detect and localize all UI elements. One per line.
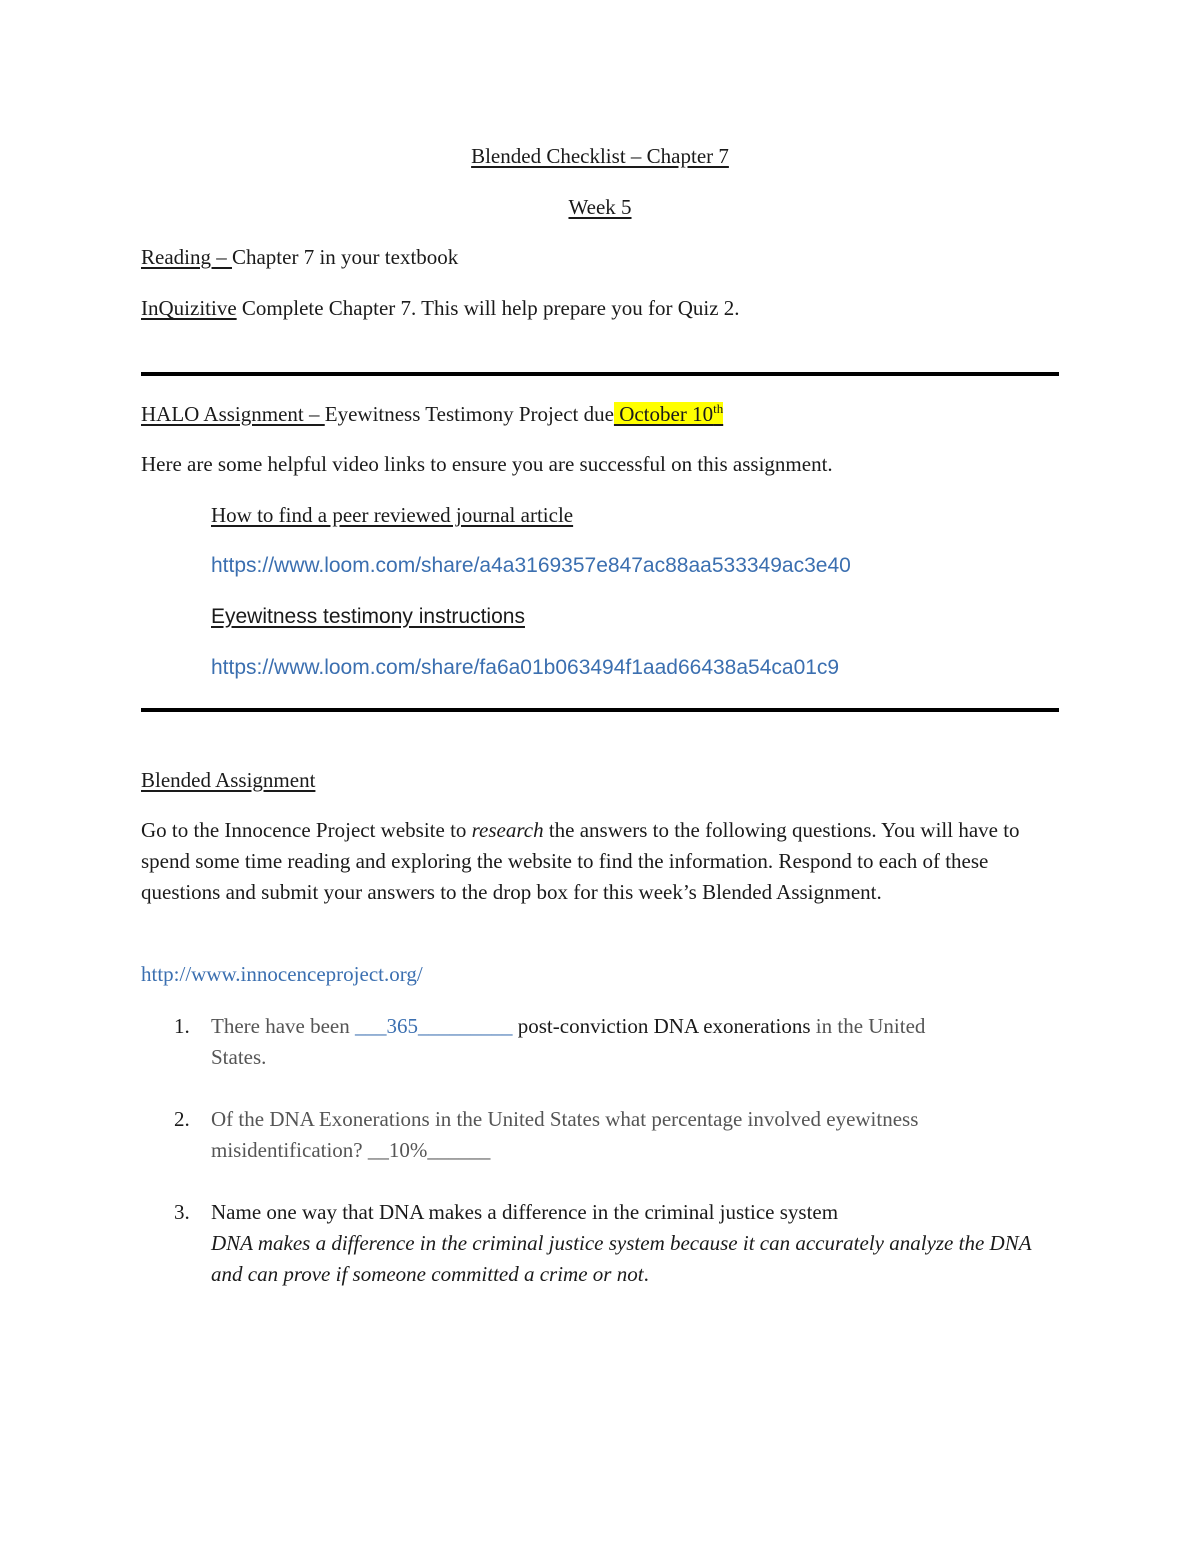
reading-text: Chapter 7 in your textbook bbox=[231, 245, 459, 269]
blended-instructions: Go to the Innocence Project website to research the answers to the following questions. You will have to spend some time reading and exploring the website to find the information. Respond to each of these questions and submit your answers to the drop box for this week’s Blended Assignment. bbox=[141, 818, 1020, 904]
innocence-project-link[interactable]: http://www.innocenceproject.org/ bbox=[141, 962, 423, 986]
question-1-line2: States. bbox=[211, 1045, 267, 1069]
halo-line bbox=[141, 399, 723, 430]
inquizitive-label: InQuizitive bbox=[141, 296, 237, 320]
question-2-line1: Of the DNA Exonerations in the United States what percentage involved eyewitness bbox=[211, 1107, 919, 1131]
link-url-journal-article[interactable]: https://www.loom.com/share/a4a3169357e847ac88aa533349ac3e40 bbox=[211, 554, 851, 577]
inquizitive-line bbox=[141, 293, 740, 324]
question-2-line2: misidentification? __10%______ bbox=[211, 1138, 491, 1162]
inquizitive-text: Complete Chapter 7. This will help prepare you for Quiz 2. bbox=[236, 296, 740, 320]
question-3-line1: Name one way that DNA makes a difference in the criminal justice system bbox=[211, 1200, 839, 1224]
halo-intro: Here are some helpful video links to ensure you are successful on this assignment. bbox=[141, 452, 833, 476]
week-label: Week 5 bbox=[568, 195, 632, 219]
section-divider-bottom bbox=[141, 708, 1059, 712]
question-2-number: 2. bbox=[174, 1107, 190, 1131]
link-title-journal-article: How to find a peer reviewed journal article bbox=[211, 503, 574, 527]
link-url-eyewitness-instructions[interactable]: https://www.loom.com/share/fa6a01b063494f1aad66438a54ca01c9 bbox=[211, 656, 840, 679]
question-3-number: 3. bbox=[174, 1200, 190, 1224]
halo-due-date: October 10th bbox=[613, 401, 724, 426]
halo-label: HALO Assignment – bbox=[141, 402, 325, 426]
halo-text: Eyewitness Testimony Project due bbox=[324, 402, 614, 426]
research-emphasis: research bbox=[471, 818, 544, 842]
question-1-line1: There have been ___365_________ post-conviction DNA exonerations in the United bbox=[211, 1014, 926, 1038]
document-title: Blended Checklist – Chapter 7 bbox=[471, 144, 729, 168]
reading-line bbox=[141, 242, 458, 273]
section-divider-top bbox=[141, 372, 1059, 376]
link-title-eyewitness-instructions: Eyewitness testimony instructions bbox=[211, 605, 525, 628]
question-1-answer: ___365_________ bbox=[355, 1014, 513, 1038]
blended-heading: Blended Assignment bbox=[141, 768, 316, 792]
question-1-number: 1. bbox=[174, 1014, 190, 1038]
reading-label: Reading – bbox=[141, 245, 232, 269]
question-3-answer: DNA makes a difference in the criminal justice system because it can accurately analyze the DNA and can prove if someone committed a crime or not. bbox=[211, 1231, 1032, 1286]
